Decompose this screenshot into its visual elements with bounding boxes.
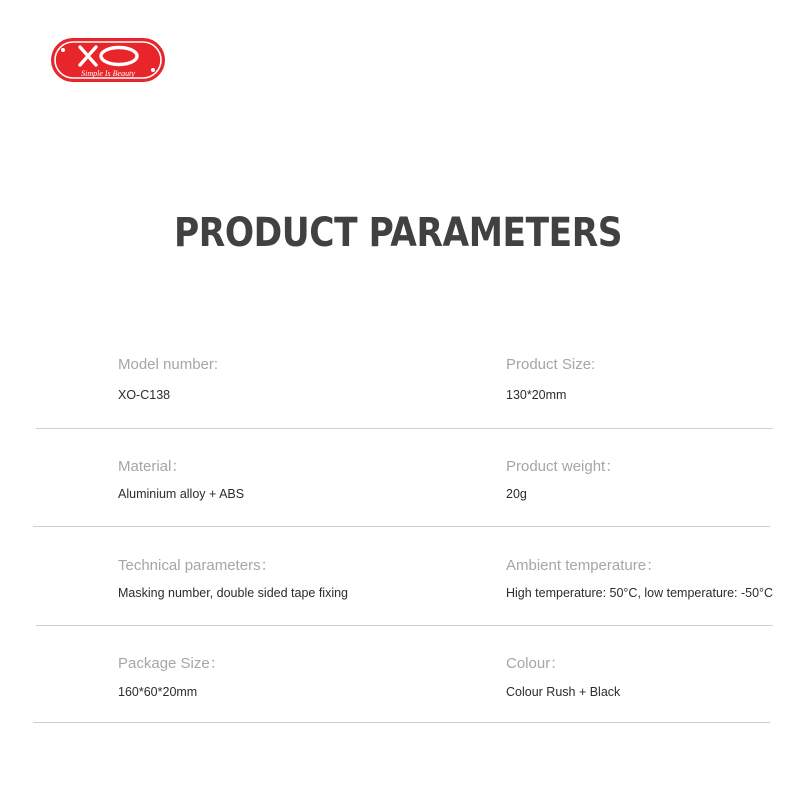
- product-size-value: 130*20mm: [506, 388, 567, 402]
- ambient-temperature-label: Ambient temperature：: [506, 557, 662, 574]
- colour-value: Colour Rush + Black: [506, 685, 621, 699]
- brand-tagline: Simple Is Beauty: [81, 69, 135, 78]
- colour-label: Colour：: [506, 655, 566, 672]
- material-value: Aluminium alloy + ABS: [118, 487, 245, 501]
- product-size-label: Product Size:: [506, 356, 596, 373]
- page-title: PRODUCT PARAMETERS: [174, 210, 623, 256]
- product-weight-label: Product weight：: [506, 458, 621, 475]
- brand-logo: [50, 37, 166, 83]
- material-label: Material：: [118, 458, 187, 475]
- technical-parameters-value: Masking number, double sided tape fixing: [118, 586, 349, 600]
- model-number-value: XO-C138: [118, 388, 171, 402]
- row-divider: [36, 625, 773, 626]
- model-number-label: Model number:: [118, 356, 219, 373]
- technical-parameters-label: Technical parameters：: [118, 557, 276, 574]
- product-weight-value: 20g: [506, 487, 527, 501]
- ambient-temperature-value: High temperature: 50°C, low temperature: -50°C: [506, 586, 774, 600]
- package-size-value: 160*60*20mm: [118, 685, 198, 699]
- row-divider: [36, 428, 773, 429]
- row-divider: [33, 722, 770, 723]
- row-divider: [33, 526, 770, 527]
- package-size-label: Package Size：: [118, 655, 225, 672]
